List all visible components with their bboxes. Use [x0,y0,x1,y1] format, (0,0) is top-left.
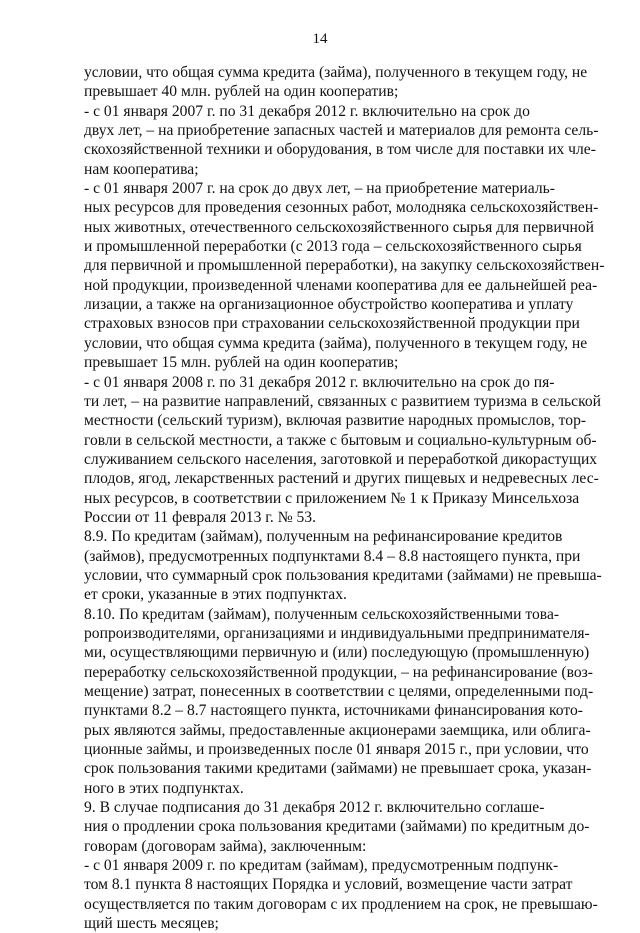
paragraph-clause-8-9: 8.9. По кредитам (займам), полученным на рефинансирование кредитов (займов), предусмотренных подпунктами 8.4 – 8.8 настоящего пункта, при условии, что суммарный срок пользования кредитами (займами) не превыша- ет сроки, указанные в этих подпунктах. [84,528,602,604]
paragraph-clause-9-item-2009: - с 01 января 2009 г. по кредитам (займам), предусмотренным подпунк- том 8.1 пункта 8 настоящих Порядка и условий, возмещение части затрат осуществляется по таким договорам с их продлением на срок, не превышаю- щий шесть месяцев; [84,857,598,933]
paragraph-rural-tourism: - с 01 января 2008 г. по 31 декабря 2012 г. включительно на срок до пя- ти лет, – на развитие направлений, связанных с развитием туризма в сельской местности (сельский туризм), включая развитие народных промыслов, тор- говли в сельской местности, а также с бытовым и социально-культурным об- служиванием сельского населения, заготовкой и переработкой дикорастущих плодов, ягод, лекарственных растений и других пищевых и недревесных лес- ных ресурсов, в соответствии с приложением № 1 к Приказу Минсельхоза России от 11 февраля 2013 г. № 53. [84,373,601,526]
paragraph-seasonal-works: - с 01 января 2007 г. на срок до двух лет, – на приобретение материаль- ных ресурсов для проведения сезонных работ, молодняка сельскохозяйствен- ных животных, отечественного сельскохозяйственного сырья для первичной и промышленной переработки (с 2013 года – сельскохозяйственного сырья для первичной и промышленной переработки), на закупку сельскохозяйствен- ной продукции, произведенной членами кооператива для ее дальнейшей реа- лизации, а также на организационное обустройство кооператива и уплату страховых взносов при страховании сельскохозяйственной продукции при условии, что общая сумма кредита (займа), полученного в текущем году, не превышает 15 млн. рублей на один кооператив; [84,180,605,372]
paragraph-clause-8-10: 8.10. По кредитам (займам), полученным сельскохозяйственными това- ропроизводителями, организациями и индивидуальными предпринимателя- ми, осуществляющими первичную и (или) последующую (промышленную) переработку сельскохозяйственной продукции, – на рефинансирование (воз- мещение) затрат, понесенных в соответствии с целями, определенными под- пунктами 8.2 – 8.7 настоящего пункта, источниками финансирования кото- рых являются займы, предоставленные акционерами заемщика, или облига- ционные займы, и произведенных после 01 января 2015 г., при условии, что срок пользования такими кредитами (займами) не превышает срока, указан- ного в этих подпунктах. [84,605,594,797]
paragraph-spare-parts: - с 01 января 2007 г. по 31 декабря 2012 г. включительно на срок до двух лет, – на приобретение запасных частей и материалов для ремонта сель- скохозяйственной техники и оборудования, в том числе для поставки их чле- нам кооператива; [84,102,599,178]
paragraph-clause-9: 9. В случае подписания до 31 декабря 2012 г. включительно соглаше- ния о продлении срока пользования кредитами (займами) по кредитным до- говорам (договорам займа), заключенным: [84,799,590,855]
page-number: 14 [312,31,328,47]
document-body [84,63,608,933]
paragraph-cooperative-limit-40: условии, что общая сумма кредита (займа), полученного в текущем году, не превышает 40 млн. рублей на один кооператив; [84,64,588,101]
